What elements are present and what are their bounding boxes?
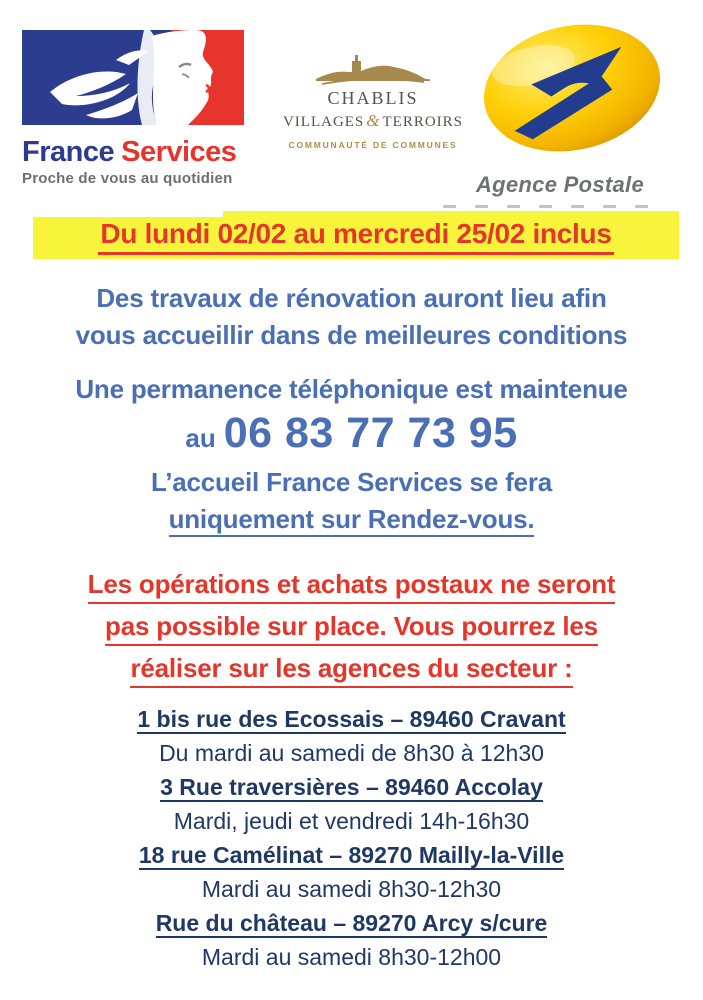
postal-notice-line2: pas possible sur place. Vous pourrez les bbox=[105, 611, 598, 646]
la-poste-logo bbox=[477, 14, 667, 162]
date-banner bbox=[33, 217, 679, 259]
agencies-list bbox=[0, 702, 703, 974]
date-banner-text: Du lundi 02/02 au mercredi 25/02 inclus bbox=[98, 217, 613, 255]
renovation-notice-line2: vous accueillir dans de meilleures conditions bbox=[75, 320, 628, 350]
postal-operations-notice bbox=[0, 563, 703, 689]
france-services-name-services: Services bbox=[121, 136, 237, 168]
agency-hours: Du mardi au samedi de 8h30 à 12h30 bbox=[159, 740, 544, 766]
communaute-de-communes-label: COMMUNAUTÉ DE COMMUNES bbox=[288, 140, 458, 150]
ampersand-glyph: & bbox=[366, 111, 381, 130]
marianne-flag-icon bbox=[22, 30, 244, 125]
village-skyline-icon bbox=[308, 48, 438, 86]
accueil-notice-line1: L’accueil France Services se fera bbox=[151, 467, 552, 497]
la-poste-ball-icon bbox=[477, 14, 667, 162]
phone-number-line bbox=[0, 407, 703, 469]
france-services-name-france: France bbox=[22, 136, 115, 168]
chablis-title: CHABLIS bbox=[327, 88, 419, 108]
phone-prefix: au bbox=[185, 423, 216, 453]
chablis-terroirs-text: TERROIRS bbox=[382, 114, 464, 130]
agence-postale-label: Agence Postale bbox=[475, 172, 645, 197]
chablis-villages-text: VILLAGES bbox=[282, 114, 365, 130]
accueil-notice-line2: uniquement sur Rendez-vous. bbox=[169, 504, 535, 537]
agency-address: 1 bis rue des Ecossais – 89460 Cravant bbox=[137, 706, 566, 732]
postal-notice-line3: réaliser sur les agences du secteur : bbox=[130, 653, 572, 688]
france-services-wordmark bbox=[22, 137, 254, 167]
agency-address: 3 Rue traversières – 89460 Accolay bbox=[160, 774, 543, 800]
chablis-subtitle-line bbox=[281, 111, 465, 131]
agency-address: Rue du château – 89270 Arcy s/cure bbox=[155, 910, 548, 936]
cropped-text-remnant bbox=[443, 205, 659, 208]
renovation-notice bbox=[0, 280, 703, 354]
agency-address: 18 rue Camélinat – 89270 Mailly-la-Ville bbox=[138, 842, 565, 868]
france-services-logo bbox=[22, 30, 254, 187]
agency-hours: Mardi au samedi 8h30-12h00 bbox=[201, 944, 502, 970]
phone-number: 06 83 77 73 95 bbox=[223, 409, 518, 457]
france-services-tagline: Proche de vous au quotidien bbox=[22, 170, 233, 187]
phone-permanence-line: Une permanence téléphonique est maintenue bbox=[75, 374, 628, 404]
accueil-notice bbox=[0, 464, 703, 538]
renovation-notice-line1: Des travaux de rénovation auront lieu afin bbox=[96, 283, 607, 313]
chablis-logo bbox=[281, 48, 465, 150]
agency-hours: Mardi au samedi 8h30-12h30 bbox=[201, 876, 502, 902]
postal-notice-line1: Les opérations et achats postaux ne seront bbox=[88, 569, 616, 604]
agency-hours: Mardi, jeudi et vendredi 14h-16h30 bbox=[173, 808, 530, 834]
